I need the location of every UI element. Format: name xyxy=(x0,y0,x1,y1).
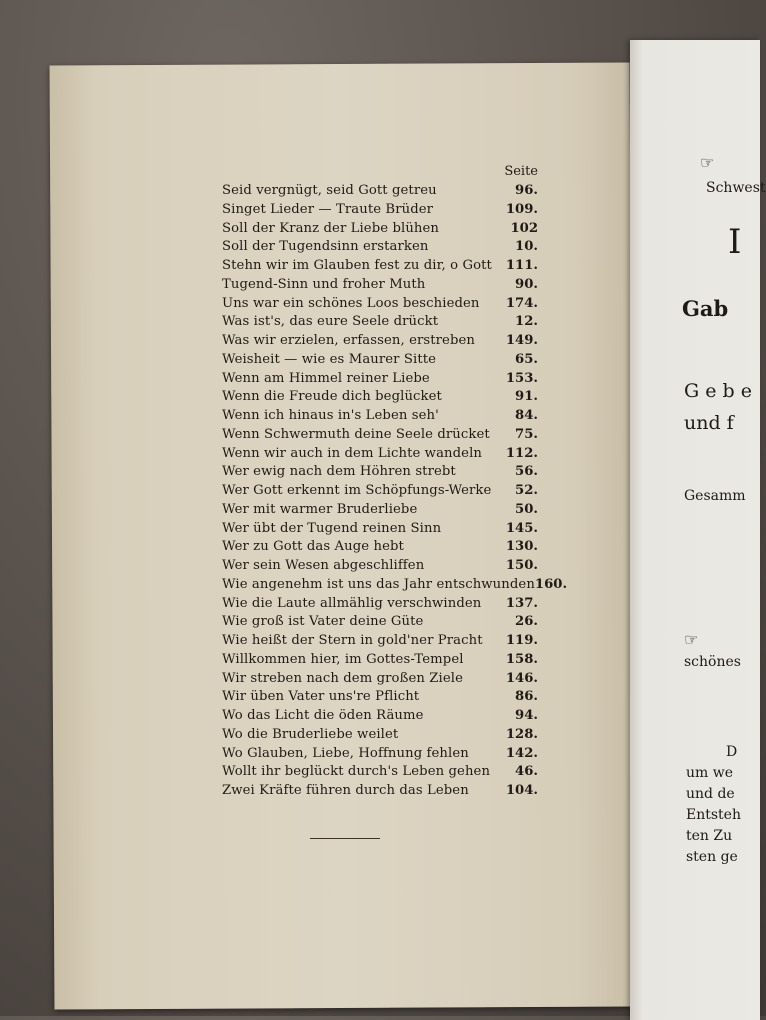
entry-page-number: 128. xyxy=(505,726,538,742)
entry-title: Wie groß ist Vater deine Güte xyxy=(222,614,424,630)
entry-page-number: 94. xyxy=(515,708,538,723)
entry-title: Seid vergnügt, seid Gott getreu xyxy=(222,183,437,198)
toc-entry xyxy=(222,257,538,276)
toc-entry xyxy=(222,388,538,407)
entry-title: Willkommen hier, im Gottes-Tempel xyxy=(222,651,464,667)
toc-entry xyxy=(222,407,538,426)
entry-title: Wer übt der Tugend reinen Sinn xyxy=(222,520,442,536)
toc-entry xyxy=(222,276,538,295)
entry-title: Wir streben nach dem großen Ziele xyxy=(222,670,464,686)
right-page-line: schönes xyxy=(684,654,741,670)
right-page-initial: I xyxy=(728,222,742,262)
entry-title: Wenn Schwermuth deine Seele drücket xyxy=(222,426,490,442)
right-page-paragraph xyxy=(686,742,741,868)
entry-title: Wenn wir auch in dem Lichte wandeln xyxy=(222,445,482,461)
entry-page-number: 142. xyxy=(505,745,538,761)
entry-page-number: 84. xyxy=(515,408,538,423)
right-page-line: Gesamm xyxy=(684,488,746,504)
toc-entry xyxy=(222,782,538,801)
entry-title: Wo die Bruderliebe weilet xyxy=(222,726,399,742)
entry-page-number: 90. xyxy=(515,276,538,292)
entry-page-number: 112. xyxy=(505,445,538,461)
toc-entry xyxy=(222,220,538,239)
entry-title: Wir üben Vater uns're Pflicht xyxy=(222,689,420,705)
entry-page-number: 130. xyxy=(505,539,538,555)
entry-title: Wer zu Gott das Auge hebt xyxy=(222,539,404,555)
entry-page-number: 149. xyxy=(505,333,538,348)
toc-entry xyxy=(222,707,538,726)
toc-entry xyxy=(222,501,538,520)
toc-entry xyxy=(222,463,538,482)
entry-page-number: 160. xyxy=(534,576,568,592)
para-line: Entsteh xyxy=(686,807,741,823)
entry-page-number: 56. xyxy=(515,464,538,480)
toc-entry xyxy=(222,295,538,314)
entry-title: Wie heißt der Stern in gold'ner Pracht xyxy=(222,633,483,648)
toc-entry xyxy=(222,632,538,651)
table-of-contents xyxy=(222,164,568,801)
closing-rule xyxy=(310,838,380,839)
entry-title: Wenn ich hinaus in's Leben seh' xyxy=(222,408,439,423)
toc-entry xyxy=(222,370,538,389)
entry-title: Wenn am Himmel reiner Liebe xyxy=(222,370,430,386)
entry-page-number: 52. xyxy=(515,483,538,498)
para-line: und de xyxy=(686,786,735,802)
entry-page-number: 158. xyxy=(505,651,538,667)
right-page-line: und f xyxy=(684,412,734,434)
entry-page-number: 96. xyxy=(515,183,538,198)
entry-page-number: 137. xyxy=(505,595,538,611)
entry-title: Was wir erzielen, erfassen, erstreben xyxy=(222,333,475,348)
right-page-line: Schwest xyxy=(706,180,766,196)
entry-title: Weisheit — wie es Maurer Sitte xyxy=(222,351,437,367)
entry-title: Wollt ihr beglückt durch's Leben gehen xyxy=(222,764,491,780)
entry-page-number: 86. xyxy=(515,689,538,705)
toc-entry xyxy=(222,238,538,257)
toc-entry xyxy=(222,726,538,745)
toc-entry xyxy=(222,613,538,632)
toc-entry xyxy=(222,670,538,689)
toc-entry xyxy=(222,520,538,539)
entry-page-number: 104. xyxy=(505,783,538,798)
pointing-hand-icon: ☞ xyxy=(700,153,715,172)
entry-page-number: 111. xyxy=(505,258,538,273)
toc-entry xyxy=(222,445,538,464)
toc-entry xyxy=(222,651,538,670)
entry-title: Tugend-Sinn und froher Muth xyxy=(222,276,426,292)
toc-entry xyxy=(222,763,538,782)
entry-title: Wer Gott erkennt im Schöpfungs-Werke xyxy=(222,483,492,498)
entry-title: Wie angenehm ist uns das Jahr entschwunden xyxy=(222,576,535,592)
entry-title: Soll der Tugendsinn erstarken xyxy=(222,239,429,255)
entry-page-number: 145. xyxy=(505,520,538,536)
entry-page-number: 153. xyxy=(505,370,538,386)
entry-page-number: 65. xyxy=(515,351,538,367)
entry-page-number: 109. xyxy=(505,201,538,217)
entry-title: Wenn die Freude dich beglücket xyxy=(222,389,442,405)
entry-page-number: 174. xyxy=(505,295,538,311)
para-line: um we xyxy=(686,765,734,781)
entry-title: Wo das Licht die öden Räume xyxy=(222,708,424,723)
entry-title: Was ist's, das eure Seele drückt xyxy=(222,314,439,330)
toc-entry xyxy=(222,482,538,501)
entry-page-number: 10. xyxy=(515,239,538,255)
entry-page-number: 91. xyxy=(515,389,538,405)
page-column-header: Seite xyxy=(504,164,538,179)
toc-entry xyxy=(222,332,538,351)
entry-page-number: 146. xyxy=(505,670,538,686)
toc-entry xyxy=(222,595,538,614)
toc-entry xyxy=(222,351,538,370)
entry-page-number: 50. xyxy=(515,501,538,517)
entry-title: Zwei Kräfte führen durch das Leben xyxy=(222,783,469,798)
entry-page-number: 102 xyxy=(510,220,538,236)
entry-title: Wer sein Wesen abgeschliffen xyxy=(222,558,425,573)
toc-entry xyxy=(222,576,568,595)
entry-title: Wer mit warmer Bruderliebe xyxy=(222,501,418,517)
entry-page-number: 12. xyxy=(515,314,538,330)
toc-entry xyxy=(222,182,538,201)
right-page-line: G e b e xyxy=(684,380,752,402)
toc-entry xyxy=(222,313,538,332)
pointing-hand-icon: ☞ xyxy=(684,630,699,649)
toc-entry xyxy=(222,557,538,576)
entry-page-number: 46. xyxy=(515,764,538,780)
entry-title: Stehn wir im Glauben fest zu dir, o Gott xyxy=(222,258,492,273)
entry-title: Wer ewig nach dem Höhren strebt xyxy=(222,464,456,480)
toc-entry xyxy=(222,688,538,707)
toc-entry xyxy=(222,426,538,445)
entry-page-number: 75. xyxy=(515,426,538,442)
entry-title: Wo Glauben, Liebe, Hoffnung fehlen xyxy=(222,745,469,761)
para-line: ten Zu xyxy=(686,828,733,844)
entry-title: Uns war ein schönes Loos beschieden xyxy=(222,295,480,311)
entry-page-number: 150. xyxy=(505,558,538,573)
entry-page-number: 26. xyxy=(515,614,538,630)
para-line: D xyxy=(726,744,738,760)
toc-entry xyxy=(222,538,538,557)
entry-title: Soll der Kranz der Liebe blühen xyxy=(222,220,439,236)
entry-page-number: 119. xyxy=(505,633,538,648)
toc-entry xyxy=(222,745,538,764)
toc-entry xyxy=(222,201,538,220)
entry-title: Wie die Laute allmählig verschwinden xyxy=(222,595,482,611)
para-line: sten ge xyxy=(686,849,738,865)
right-page-title: Gab xyxy=(682,296,729,321)
entry-title: Singet Lieder — Traute Brüder xyxy=(222,201,434,217)
